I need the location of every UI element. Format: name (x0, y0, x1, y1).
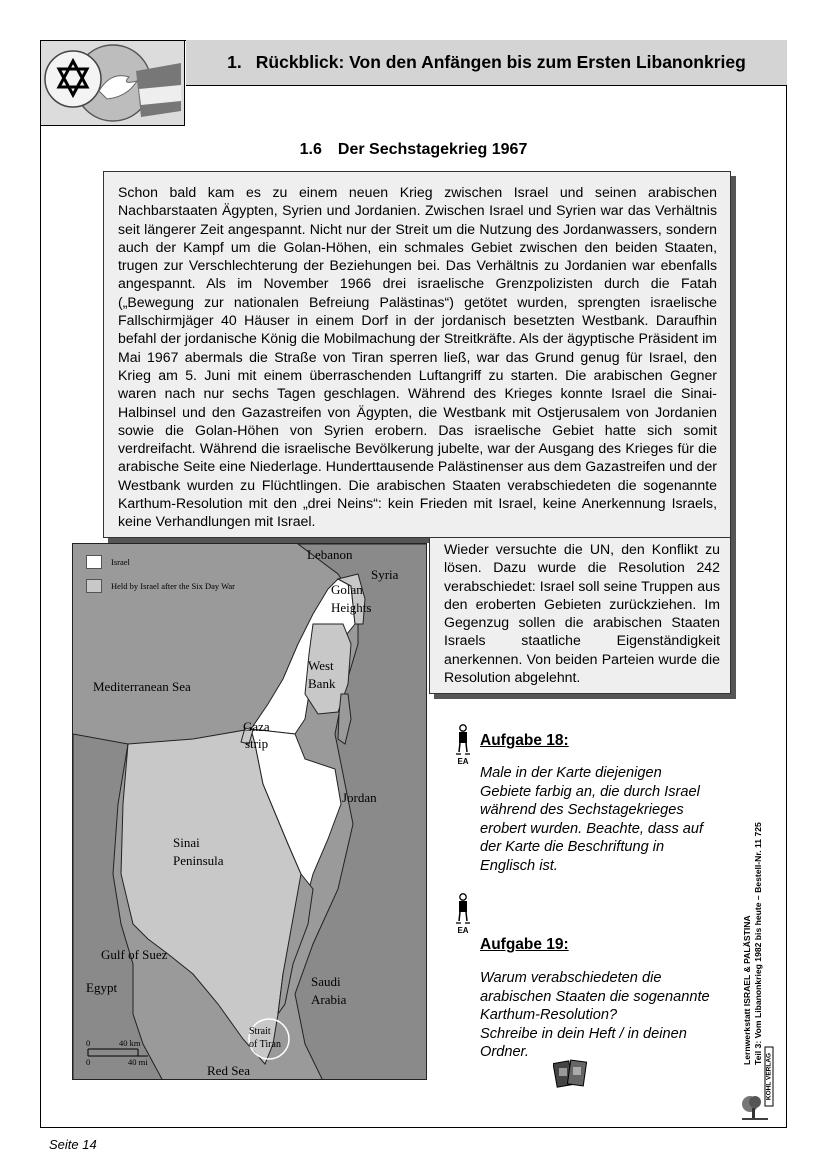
label-saudi-2: Arabia (311, 992, 347, 1007)
task-18-line: während des Sechstagekrieges (480, 802, 684, 819)
label-tiran-2: of Tiran (249, 1039, 281, 1050)
main-text: Schon bald kam es zu einem neuen Krieg zwischen Israel und seinen arabischen Nachbarstaaten Ägypten, Syrien und Jordanien. Zwischen Israel und Syrien war das Verhältnis seit längerer Zeit angespannt. Nicht nur der Streit um die Nutzung des Jordanwassers, sondern auch der Kampf um die Golan-Höhen, ein schmales Gebiet zwischen den beiden Staaten, trugen zur Verschlechterung der Beziehungen bei. Das Verhältnis zu Jordanien war ebenfalls angespannt. Als im November 1966 drei israelische Grenzpolizisten durch die Fatah („Bewegung zur nationalen Befreiung Palästinas“) getötet wurden, sprengten israelische Fallschirmjäger 40 Häuser in einem Dorf in der jordanisch besetzten Westbank. Daraufhin befahl der jordanische König die Mobilmachung der Streitkräfte. Als der ägyptische Präsident im Mai 1967 abermals die Straße von Tiran sperren ließ, war das Grund genug für Israel, den Krieg am 5. Juni mit einem überraschenden Luftangriff zu starten. Die arabischen Gegner waren nach nur sechs Tagen geschlagen. Während des Krieges konnte Israel die Sinai-Halbinsel und den Gazastreifen von Ägypten, die Westbank mit Ostjerusalem von Jordanien sowie die Golan-Höhen von Syrien erobern. Das israelische Gebiet hatte sich somit verdreifacht. Während die israelische Bevölkerung jubelte, war der Ausgang des Krieges für die arabische Seite eine Niederlage. Hunderttausende Palästinenser aus dem Gazastreifen und der Westbank wurden zu Flüchtlingen. Die arabischen Staaten verabschiedeten die sogenannte Karthum-Resolution mit den „drei Neins“: kein Frieden mit Israel, keine Anerkennung Israels, keine Verhandlungen mit Israel. (118, 184, 717, 530)
task-19-line: Ordner. (480, 1044, 529, 1061)
task-19-person-icon (455, 893, 471, 935)
scale-mi: 40 mi (128, 1057, 148, 1067)
label-west-bank-2: Bank (308, 676, 336, 691)
side-line-2: Teil 3: Vom Libanonkrieg 1982 bis heute – Bestell-Nr. 11 725 (753, 822, 763, 1065)
side-line-1: Lernwerkstatt ISRAEL & PALÄSTINA (742, 915, 752, 1065)
label-golan-1: Golan (331, 582, 363, 597)
task-18-person-icon (455, 724, 471, 766)
task-18-body (480, 764, 735, 876)
chapter-logo (40, 40, 185, 126)
label-sinai-2: Peninsula (173, 853, 224, 868)
label-mediterranean: Mediterranean Sea (93, 679, 191, 694)
label-jordan: Jordan (342, 790, 377, 805)
label-west-bank-1: West (308, 658, 334, 673)
task-19-line: Warum verabschiedeten die (480, 970, 662, 986)
legend-held: Held by Israel after the Six Day War (111, 581, 236, 591)
scale-zero-bottom: 0 (86, 1057, 91, 1067)
continuation-text-box (429, 538, 731, 694)
label-syria: Syria (371, 567, 399, 582)
task-18-badge: EA (457, 757, 469, 766)
task-19-badge: EA (457, 926, 469, 935)
books-icon (553, 1058, 591, 1093)
label-red-sea: Red Sea (207, 1063, 250, 1078)
task-19-body (480, 969, 735, 1062)
side-text (742, 739, 776, 1065)
task-18-line: der Karte die Beschriftung in (480, 839, 665, 856)
label-tiran-1: Strait (249, 1026, 271, 1037)
continuation-text: Wieder versuchte die UN, den Konflikt zu lösen. Dazu wurde die Resolution 242 verabschiedet: Israel soll seine Truppen aus den eroberten Gebieten zurückziehen. Im Gegenzug sollen die arabischen Staaten Israels staatliche Eigenständigkeit anerkennen. Von beiden Parteien wurde die Resolution abgelehnt. (444, 541, 720, 686)
legend-swatch-israel (86, 555, 102, 569)
label-gulf-of-suez: Gulf of Suez (101, 947, 168, 962)
section-title-text: Der Sechstagekrieg 1967 (337, 141, 528, 158)
publisher-tree-logo (740, 1092, 770, 1127)
legend-israel: Israel (111, 557, 130, 567)
task-19-line: Schreibe in dein Heft / in deinen (480, 1025, 687, 1042)
legend-swatch-held (86, 579, 102, 593)
task-18-line: Gebiete farbig an, die durch Israel (480, 783, 700, 800)
task-18-line: Male in der Karte diejenigen (480, 765, 662, 781)
label-sinai-1: Sinai (173, 835, 200, 850)
label-egypt: Egypt (86, 980, 118, 995)
label-lebanon: Lebanon (307, 547, 353, 562)
side-publisher-info (742, 735, 776, 1065)
scale-km: 40 km (119, 1038, 141, 1048)
task-19-line: arabischen Staaten die sogenannte (480, 988, 710, 1005)
task-18-title: Aufgabe 18: (480, 732, 569, 749)
section-title (0, 141, 827, 159)
chapter-header (186, 40, 787, 86)
label-golan-2: Heights (331, 600, 372, 615)
task-19-line: Karthum-Resolution? (480, 1007, 618, 1024)
page-number: Seite 14 (49, 1137, 97, 1152)
label-gaza-2: strip (245, 736, 269, 751)
task-19-title: Aufgabe 19: (480, 936, 569, 953)
publisher-name: KOHL VERLAG (765, 1047, 774, 1107)
section-number: 1.6 (299, 141, 322, 158)
main-text-box (103, 171, 731, 538)
scale-zero-top: 0 (86, 1038, 91, 1048)
task-18 (455, 724, 725, 894)
task-18-line: erobert wurden. Beachte, dass auf (480, 820, 704, 837)
label-saudi-1: Saudi (311, 974, 341, 989)
chapter-title: Rückblick: Von den Anfängen bis zum Ersten Libanonkrieg (255, 52, 746, 72)
label-gaza-1: Gaza (243, 719, 270, 734)
task-18-line: Englisch ist. (480, 857, 558, 874)
chapter-number: 1. (227, 52, 242, 72)
six-day-war-map (72, 543, 427, 1080)
